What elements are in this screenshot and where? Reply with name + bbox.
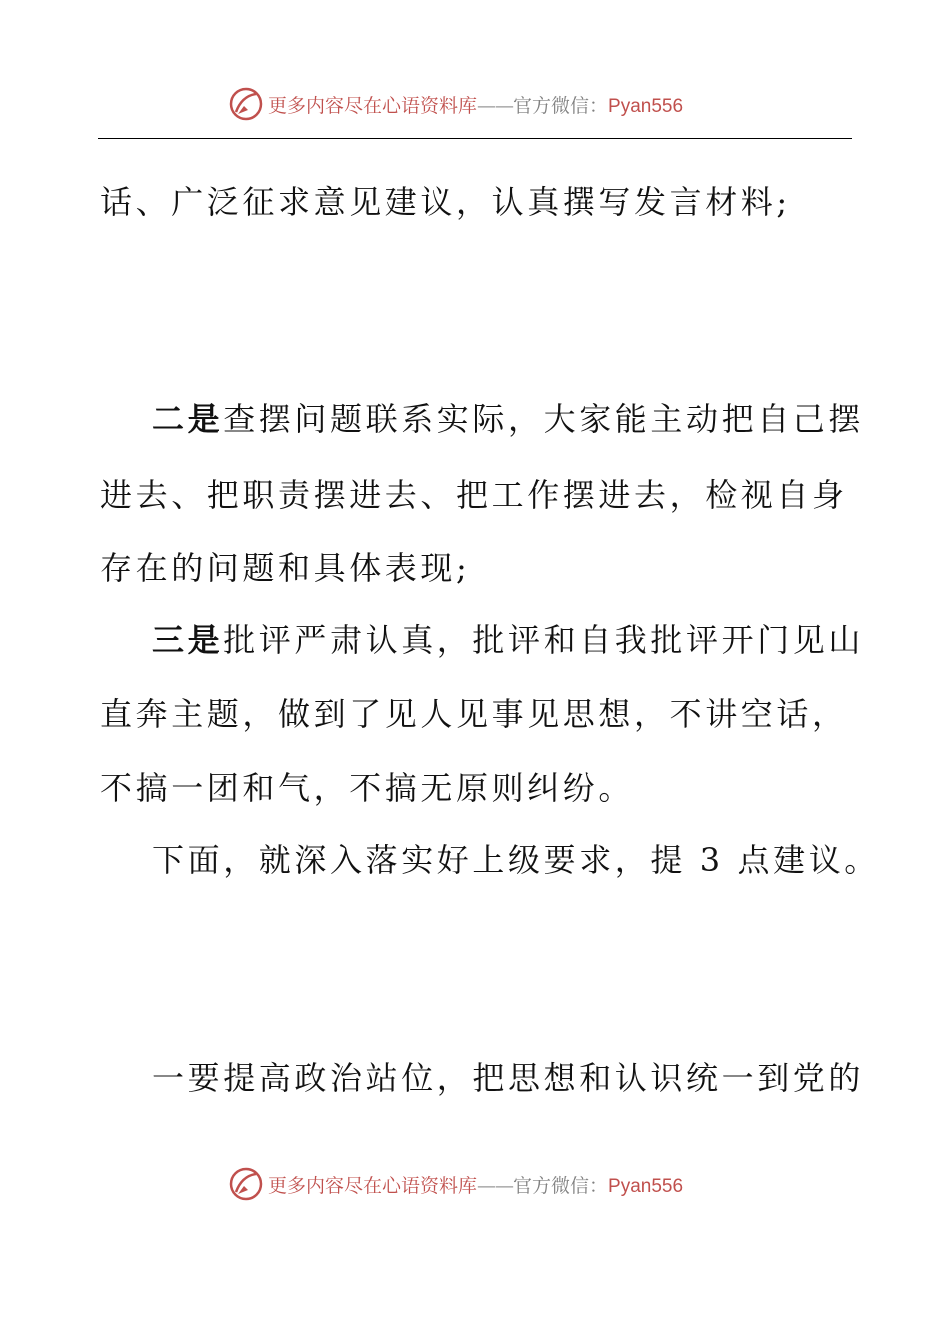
- paragraph-2-line-1: [100, 383, 865, 455]
- paragraph-2-lead: 二是: [152, 400, 224, 438]
- paragraph-3-text-1: 批评严肃认真，批评和自我批评开门见山: [223, 621, 865, 659]
- header-banner: [228, 84, 748, 124]
- pen-logo-icon: [228, 1166, 264, 1202]
- footer-banner: [228, 1164, 748, 1204]
- header-banner-dash: ——: [477, 94, 514, 117]
- paragraph-2-text-1: 查摆问题联系实际，大家能主动把自己摆: [223, 400, 865, 438]
- paragraph-3-line-3: 不搞一团和气，不搞无原则纠纷。: [100, 769, 635, 807]
- header-banner-title: 更多内容尽在心语资料库: [268, 94, 478, 117]
- footer-banner-title: 更多内容尽在心语资料库: [268, 1174, 478, 1197]
- paragraph-3-line-2: 直奔主题，做到了见人见事见思想，不讲空话，: [100, 695, 848, 733]
- pen-logo-icon: [228, 86, 264, 122]
- paragraph-2-line-3: 存在的问题和具体表现;: [100, 549, 471, 587]
- paragraph-4: 下面，就深入落实好上级要求，提 3 点建议。: [152, 841, 880, 879]
- header-rule: [98, 138, 852, 139]
- paragraph-3-line-1: [100, 604, 865, 676]
- footer-banner-text: [268, 1171, 683, 1198]
- paragraph-5-line-1: 一要提高政治站位，把思想和认识统一到党的: [152, 1059, 865, 1097]
- paragraph-3-lead: 三是: [152, 621, 224, 659]
- header-banner-wechat-label: 官方微信：: [513, 94, 609, 117]
- header-banner-wechat-id: Pyan556: [608, 95, 684, 117]
- footer-banner-wechat-label: 官方微信：: [513, 1174, 609, 1197]
- paragraph-2-line-2: 进去、把职责摆进去、把工作摆进去，检视自身: [100, 476, 848, 514]
- body-line-1: 话、广泛征求意见建议，认真撰写发言材料;: [100, 183, 791, 221]
- footer-banner-wechat-id: Pyan556: [608, 1175, 684, 1197]
- header-banner-text: [268, 91, 683, 118]
- footer-banner-dash: ——: [477, 1174, 514, 1197]
